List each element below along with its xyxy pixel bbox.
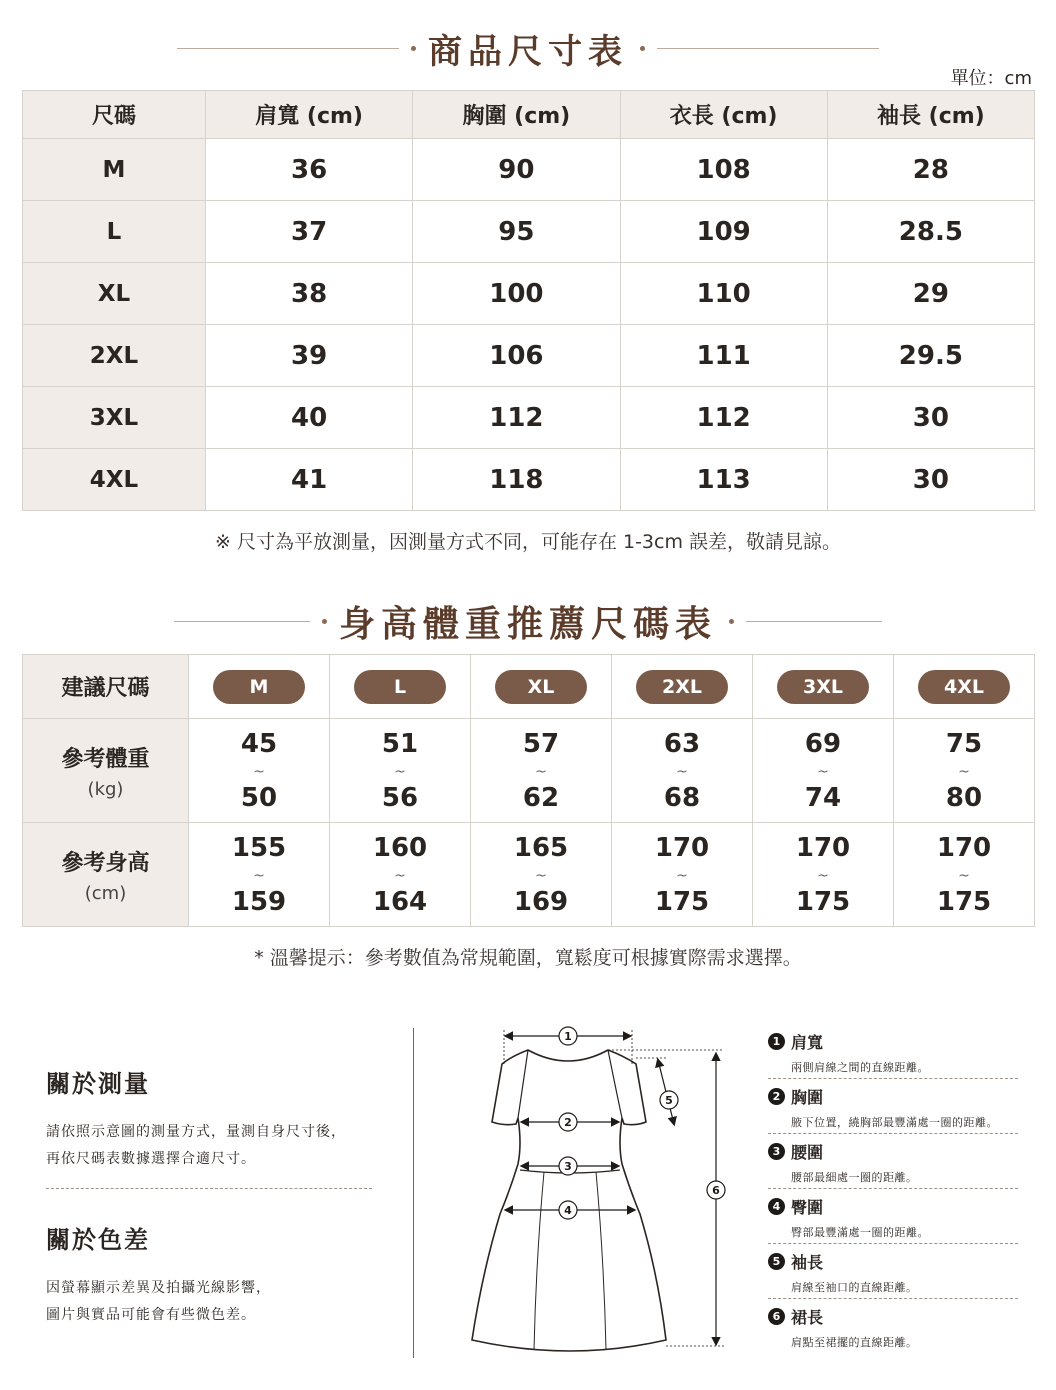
size-pill-cell [894, 655, 1035, 719]
range-tilde: ~ [958, 763, 970, 780]
range-max: 175 [654, 886, 710, 917]
recommend-note: * 溫馨提示：參考數值為常規範圍，寬鬆度可根據實際需求選擇。 [254, 947, 802, 969]
value-cell: 30 [827, 387, 1034, 449]
weight-label: 參考體重 [61, 746, 150, 772]
size-chart-title-row [0, 24, 1056, 73]
marker-4 [559, 1201, 577, 1219]
range-max: 80 [945, 782, 983, 813]
range-tilde: ~ [535, 763, 547, 780]
table-row [23, 325, 1035, 387]
size-pill: 3XL [777, 670, 869, 704]
legend-desc: 腋下位置，繞胸部最豐滿處一圈的距離。 [791, 1116, 998, 1129]
table-row [23, 449, 1035, 511]
value-cell: 112 [620, 387, 827, 449]
range-tilde: ~ [676, 867, 688, 884]
size-cell: L [23, 201, 206, 263]
table-row [23, 263, 1035, 325]
value-cell: 41 [206, 449, 413, 511]
range-max: 159 [231, 886, 287, 917]
size-pill: 4XL [918, 670, 1010, 704]
title-divider-left [174, 621, 310, 622]
range-tilde: ~ [817, 763, 829, 780]
value-cell: 113 [620, 449, 827, 511]
value-cell: 28.5 [827, 201, 1034, 263]
legend-desc: 腰部最細處一圈的距離。 [791, 1171, 918, 1184]
range-min: 170 [795, 832, 851, 863]
legend-desc: 臀部最豐滿處一圈的距離。 [791, 1226, 929, 1239]
range-min: 170 [654, 832, 710, 863]
section-vertical-divider [413, 1028, 414, 1358]
size-pill: L [354, 670, 446, 704]
range-tilde: ~ [958, 867, 970, 884]
range-max: 50 [240, 782, 278, 813]
legend-title: 袖長 [791, 1253, 824, 1272]
table-row [23, 201, 1035, 263]
height-row-label [23, 823, 189, 927]
marker-3-label: 3 [564, 1160, 572, 1173]
value-cell: 118 [413, 449, 620, 511]
legend-title: 裙長 [791, 1308, 824, 1327]
title-dot-right [640, 46, 645, 51]
range-min: 51 [381, 728, 419, 759]
range-min: 69 [804, 728, 842, 759]
height-label: 參考身高 [61, 850, 150, 876]
marker-2-label: 2 [564, 1116, 572, 1129]
legend-desc: 肩線至袖口的直線距離。 [791, 1281, 918, 1294]
legend-item [768, 1024, 1018, 1079]
value-cell: 108 [620, 139, 827, 201]
range-min: 75 [945, 728, 983, 759]
weight-cell [189, 719, 330, 823]
legend-title: 臀圍 [791, 1198, 824, 1217]
range-max: 56 [381, 782, 419, 813]
size-cell: 2XL [23, 325, 206, 387]
marker-2 [559, 1113, 577, 1131]
range-tilde: ~ [394, 763, 406, 780]
range-tilde: ~ [253, 763, 265, 780]
header-cell: 袖長 (cm) [827, 91, 1034, 139]
range-tilde: ~ [253, 867, 265, 884]
value-cell: 38 [206, 263, 413, 325]
value-cell: 28 [827, 139, 1034, 201]
marker-1-label: 1 [564, 1030, 572, 1043]
height-cell [471, 823, 612, 927]
measurement-legend [768, 1024, 1018, 1354]
legend-item [768, 1299, 1018, 1354]
value-cell: 95 [413, 201, 620, 263]
height-cell [330, 823, 471, 927]
size-pill: XL [495, 670, 587, 704]
value-cell: 109 [620, 201, 827, 263]
range-tilde: ~ [676, 763, 688, 780]
size-pill-cell [753, 655, 894, 719]
header-cell: 肩寬 (cm) [206, 91, 413, 139]
legend-number: 2 [768, 1088, 785, 1105]
value-cell: 29.5 [827, 325, 1034, 387]
about-measure-line1: 請依照示意圖的測量方式，量測自身尺寸後， [46, 1124, 346, 1140]
title-divider-right [657, 48, 879, 49]
range-min: 63 [663, 728, 701, 759]
size-pill: M [213, 670, 305, 704]
weight-unit: (kg) [87, 778, 124, 800]
value-cell: 39 [206, 325, 413, 387]
about-color-line1: 因螢幕顯示差異及拍攝光線影響， [46, 1280, 271, 1296]
range-tilde: ~ [394, 867, 406, 884]
range-min: 45 [240, 728, 278, 759]
table-row [23, 139, 1035, 201]
range-min: 155 [231, 832, 287, 863]
about-measure-line2: 再依尺碼表數據選擇合適尺寸。 [46, 1151, 256, 1167]
size-pill-cell [612, 655, 753, 719]
size-table [22, 90, 1035, 511]
value-cell: 40 [206, 387, 413, 449]
height-cell [894, 823, 1035, 927]
recommend-size-row [23, 655, 1035, 719]
height-cell [189, 823, 330, 927]
height-cell [753, 823, 894, 927]
marker-1 [559, 1027, 577, 1045]
about-divider [46, 1188, 372, 1189]
size-pill: 2XL [636, 670, 728, 704]
legend-number: 3 [768, 1143, 785, 1160]
range-min: 160 [372, 832, 428, 863]
size-chart-title: 商品尺寸表 [428, 32, 628, 72]
header-cell: 尺碼 [23, 91, 206, 139]
about-measure-section [46, 1064, 376, 1173]
recommend-title-row [0, 596, 1056, 647]
header-cell: 胸圍 (cm) [413, 91, 620, 139]
size-cell: 3XL [23, 387, 206, 449]
marker-5 [660, 1091, 678, 1109]
size-row-label: 建議尺碼 [23, 655, 189, 719]
recommend-title: 身高體重推薦尺碼表 [338, 603, 717, 645]
height-cell [612, 823, 753, 927]
value-cell: 37 [206, 201, 413, 263]
title-divider-right [746, 621, 882, 622]
size-pill-cell [471, 655, 612, 719]
about-color-title: 關於色差 [46, 1226, 150, 1254]
header-cell: 衣長 (cm) [620, 91, 827, 139]
legend-item [768, 1189, 1018, 1244]
range-min: 165 [513, 832, 569, 863]
title-dot-left [322, 619, 327, 624]
legend-number: 5 [768, 1253, 785, 1270]
value-cell: 29 [827, 263, 1034, 325]
legend-title: 胸圍 [791, 1088, 824, 1107]
weight-cell [471, 719, 612, 823]
range-min: 57 [522, 728, 560, 759]
unit-label: 單位：cm [950, 68, 1032, 89]
about-color-line2: 圖片與實品可能會有些微色差。 [46, 1307, 256, 1323]
range-tilde: ~ [817, 867, 829, 884]
marker-6 [707, 1181, 725, 1199]
range-max: 74 [804, 782, 842, 813]
marker-6-label: 6 [712, 1184, 720, 1197]
height-unit: (cm) [84, 882, 127, 904]
value-cell: 111 [620, 325, 827, 387]
size-cell: M [23, 139, 206, 201]
size-table-header-row [23, 91, 1035, 139]
range-max: 164 [372, 886, 428, 917]
legend-number: 4 [768, 1198, 785, 1215]
weight-row [23, 719, 1035, 823]
size-pill-cell [189, 655, 330, 719]
size-chart-note: ※ 尺寸為平放測量，因測量方式不同，可能存在 1-3cm 誤差，敬請見諒。 [214, 531, 842, 553]
range-max: 175 [936, 886, 992, 917]
size-cell: 4XL [23, 449, 206, 511]
legend-desc: 肩點至裙擺的直線距離。 [791, 1336, 918, 1349]
size-cell: XL [23, 263, 206, 325]
marker-4-label: 4 [564, 1204, 572, 1217]
legend-title: 腰圍 [791, 1143, 824, 1162]
value-cell: 30 [827, 449, 1034, 511]
weight-cell [753, 719, 894, 823]
range-tilde: ~ [535, 867, 547, 884]
range-min: 170 [936, 832, 992, 863]
legend-item [768, 1134, 1018, 1189]
title-dot-right [729, 619, 734, 624]
about-color-section [46, 1220, 376, 1329]
legend-title: 肩寬 [791, 1033, 824, 1052]
weight-cell [330, 719, 471, 823]
weight-row-label [23, 719, 189, 823]
value-cell: 100 [413, 263, 620, 325]
about-measure-title: 關於測量 [46, 1070, 150, 1098]
range-max: 175 [795, 886, 851, 917]
value-cell: 106 [413, 325, 620, 387]
range-max: 68 [663, 782, 701, 813]
marker-3 [559, 1157, 577, 1175]
table-row [23, 387, 1035, 449]
legend-desc: 兩側肩線之間的直線距離。 [791, 1061, 929, 1074]
height-row [23, 823, 1035, 927]
legend-item [768, 1079, 1018, 1134]
range-max: 62 [522, 782, 560, 813]
size-pill-cell [330, 655, 471, 719]
legend-item [768, 1244, 1018, 1299]
value-cell: 110 [620, 263, 827, 325]
title-dot-left [411, 46, 416, 51]
weight-cell [894, 719, 1035, 823]
recommend-table [22, 654, 1035, 927]
title-divider-left [177, 48, 399, 49]
range-max: 169 [513, 886, 569, 917]
about-measure-text [46, 1119, 376, 1173]
legend-number: 1 [768, 1033, 785, 1050]
value-cell: 112 [413, 387, 620, 449]
weight-cell [612, 719, 753, 823]
legend-number: 6 [768, 1308, 785, 1325]
value-cell: 36 [206, 139, 413, 201]
dress-diagram [440, 1020, 740, 1360]
value-cell: 90 [413, 139, 620, 201]
about-color-text [46, 1275, 376, 1329]
marker-5-label: 5 [665, 1094, 673, 1107]
